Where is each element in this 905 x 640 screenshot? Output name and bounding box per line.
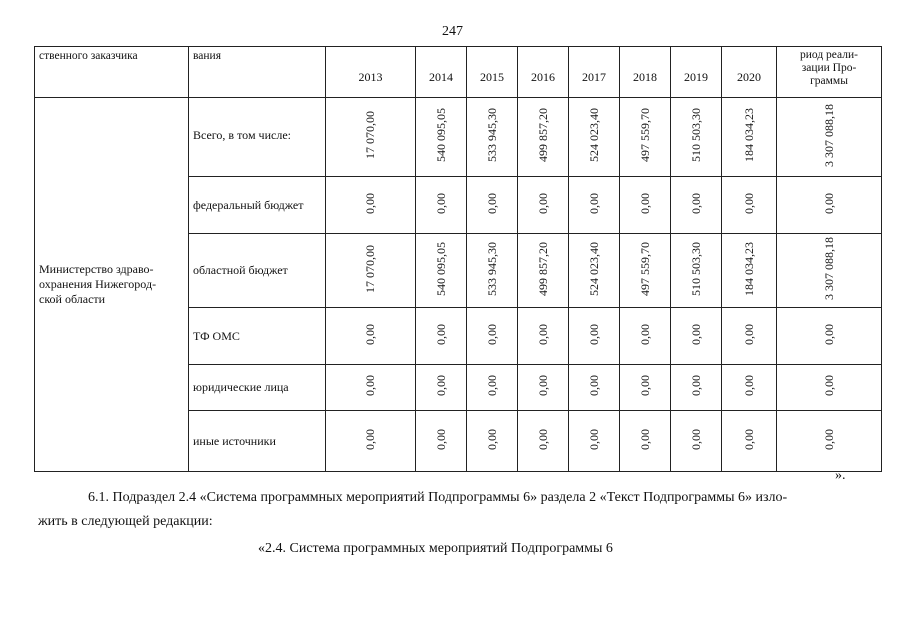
- value-text: 17 070,00: [363, 111, 377, 159]
- value-cell: [620, 365, 671, 411]
- header-year: 2015: [467, 47, 518, 98]
- closing-quote: ».: [835, 468, 846, 483]
- value-cell: [416, 365, 467, 411]
- total-cell: [777, 177, 882, 234]
- value-text: 0,00: [637, 323, 652, 345]
- value-cell: [416, 98, 467, 177]
- value-cell: [569, 308, 620, 365]
- value-cell: [416, 308, 467, 365]
- value-cell: [620, 308, 671, 365]
- value-text: 0,00: [741, 192, 756, 214]
- header-year: 2014: [416, 47, 467, 98]
- page-number: 247: [442, 24, 463, 39]
- value-cell: [518, 365, 569, 411]
- value-text: 0,00: [637, 375, 652, 396]
- value-cell: [620, 411, 671, 472]
- value-cell: [722, 308, 777, 365]
- value-cell: [518, 234, 569, 308]
- value-cell: [416, 411, 467, 472]
- header-year: 2017: [569, 47, 620, 98]
- value-text: 0,00: [586, 375, 601, 396]
- value-text: 540 095,05: [433, 108, 448, 162]
- customer-line: ской области: [39, 292, 106, 306]
- customer-cell: [35, 98, 189, 472]
- value-text: 0,00: [484, 192, 499, 214]
- total-text: 3 307 088,18: [821, 103, 836, 167]
- value-cell: [671, 177, 722, 234]
- value-cell: [518, 177, 569, 234]
- value-text: 0,00: [433, 428, 448, 450]
- value-cell: [569, 411, 620, 472]
- value-text: 533 945,30: [484, 108, 499, 162]
- value-text: 524 023,40: [586, 241, 601, 296]
- value-cell: [620, 98, 671, 177]
- value-text: 0,00: [535, 428, 550, 450]
- header-year: 2016: [518, 47, 569, 98]
- value-cell: [722, 234, 777, 308]
- value-text: 0,00: [433, 375, 448, 396]
- total-cell: [777, 234, 882, 308]
- value-text: 0,00: [688, 375, 703, 396]
- value-text: 499 857,20: [535, 241, 550, 296]
- value-text: 0,00: [535, 192, 550, 214]
- value-text: 0,00: [586, 428, 601, 450]
- total-text: 0,00: [821, 375, 836, 396]
- value-text: 184 034,23: [741, 108, 756, 162]
- value-cell: [467, 308, 518, 365]
- budget-table: [34, 46, 882, 472]
- value-text: 510 503,30: [688, 108, 703, 162]
- total-cell: [777, 308, 882, 365]
- funding-source: ТФ ОМС: [189, 308, 326, 365]
- value-text: 0,00: [535, 323, 550, 345]
- customer-line: Министерство здраво-: [39, 262, 154, 276]
- value-text: 533 945,30: [484, 241, 499, 296]
- value-cell: [467, 234, 518, 308]
- table-row: [35, 98, 882, 177]
- header-source: вания: [189, 47, 326, 98]
- total-text: 3 307 088,18: [821, 237, 836, 300]
- value-cell: [518, 411, 569, 472]
- total-text: 0,00: [821, 428, 836, 450]
- value-text: 497 559,70: [637, 241, 652, 296]
- funding-source: Всего, в том числе:: [189, 98, 326, 177]
- value-cell: [671, 98, 722, 177]
- value-text: 510 503,30: [688, 241, 703, 296]
- value-text: 499 857,20: [535, 108, 550, 162]
- value-cell: [326, 177, 416, 234]
- value-cell: [671, 411, 722, 472]
- value-cell: [569, 177, 620, 234]
- value-text: 0,00: [688, 428, 703, 450]
- value-cell: [467, 177, 518, 234]
- total-cell: [777, 98, 882, 177]
- header-year: 2018: [620, 47, 671, 98]
- table-header-row: [35, 47, 882, 98]
- value-cell: [416, 177, 467, 234]
- value-cell: [722, 365, 777, 411]
- value-text: 0,00: [484, 375, 499, 396]
- value-cell: [326, 308, 416, 365]
- value-cell: [620, 177, 671, 234]
- funding-source: иные источники: [189, 411, 326, 472]
- value-cell: [620, 234, 671, 308]
- funding-source: юридические лица: [189, 365, 326, 411]
- total-cell: [777, 411, 882, 472]
- customer-line: охранения Нижегород-: [39, 277, 157, 291]
- value-cell: [722, 98, 777, 177]
- header-total-line: граммы: [810, 75, 848, 87]
- value-cell: [671, 308, 722, 365]
- value-text: 0,00: [741, 323, 756, 345]
- funding-source: федеральный бюджет: [189, 177, 326, 234]
- value-cell: [569, 98, 620, 177]
- value-text: 0,00: [535, 375, 550, 396]
- value-text: 0,00: [484, 428, 499, 450]
- value-cell: [326, 234, 416, 308]
- value-text: 0,00: [741, 375, 756, 396]
- value-text: 0,00: [484, 323, 499, 345]
- total-text: 0,00: [821, 192, 836, 214]
- paragraph-continuation: жить в следующей редакции:: [38, 514, 213, 529]
- value-cell: [326, 411, 416, 472]
- value-cell: [326, 98, 416, 177]
- section-heading: «2.4. Система программных мероприятий Подпрограммы 6: [258, 541, 613, 556]
- value-text: 0,00: [688, 323, 703, 345]
- value-text: 0,00: [363, 323, 377, 345]
- value-text: 497 559,70: [637, 108, 652, 162]
- funding-source: областной бюджет: [189, 234, 326, 308]
- total-text: 0,00: [821, 323, 836, 345]
- value-text: 0,00: [637, 428, 652, 450]
- value-cell: [518, 98, 569, 177]
- value-cell: [671, 365, 722, 411]
- paragraph-amendment: 6.1. Подраздел 2.4 «Система программных мероприятий Подпрограммы 6» раздела 2 «Текст Подпрограммы 6» изло-: [88, 490, 788, 505]
- value-cell: [671, 234, 722, 308]
- value-text: 0,00: [586, 192, 601, 214]
- value-text: 0,00: [363, 192, 377, 214]
- value-cell: [416, 234, 467, 308]
- value-cell: [467, 411, 518, 472]
- header-customer: ственного заказчика: [35, 47, 189, 98]
- value-cell: [467, 98, 518, 177]
- value-text: 540 095,05: [433, 241, 448, 296]
- value-text: 17 070,00: [363, 244, 377, 293]
- value-text: 0,00: [363, 375, 377, 396]
- header-year: 2013: [326, 47, 416, 98]
- value-cell: [569, 365, 620, 411]
- total-cell: [777, 365, 882, 411]
- value-cell: [467, 365, 518, 411]
- value-text: 0,00: [586, 323, 601, 345]
- value-cell: [569, 234, 620, 308]
- value-text: 0,00: [363, 428, 377, 450]
- value-text: 0,00: [433, 192, 448, 214]
- header-total-line: зации Про-: [801, 62, 857, 74]
- value-text: 0,00: [433, 323, 448, 345]
- value-cell: [722, 177, 777, 234]
- value-text: 184 034,23: [741, 241, 756, 296]
- value-text: 0,00: [741, 428, 756, 450]
- header-year: 2020: [722, 47, 777, 98]
- header-year: 2019: [671, 47, 722, 98]
- header-total-line: риод реали-: [800, 49, 858, 61]
- value-cell: [722, 411, 777, 472]
- header-total-period: [777, 47, 882, 98]
- value-cell: [518, 308, 569, 365]
- value-cell: [326, 365, 416, 411]
- value-text: 0,00: [688, 192, 703, 214]
- value-text: 0,00: [637, 192, 652, 214]
- value-text: 524 023,40: [586, 108, 601, 162]
